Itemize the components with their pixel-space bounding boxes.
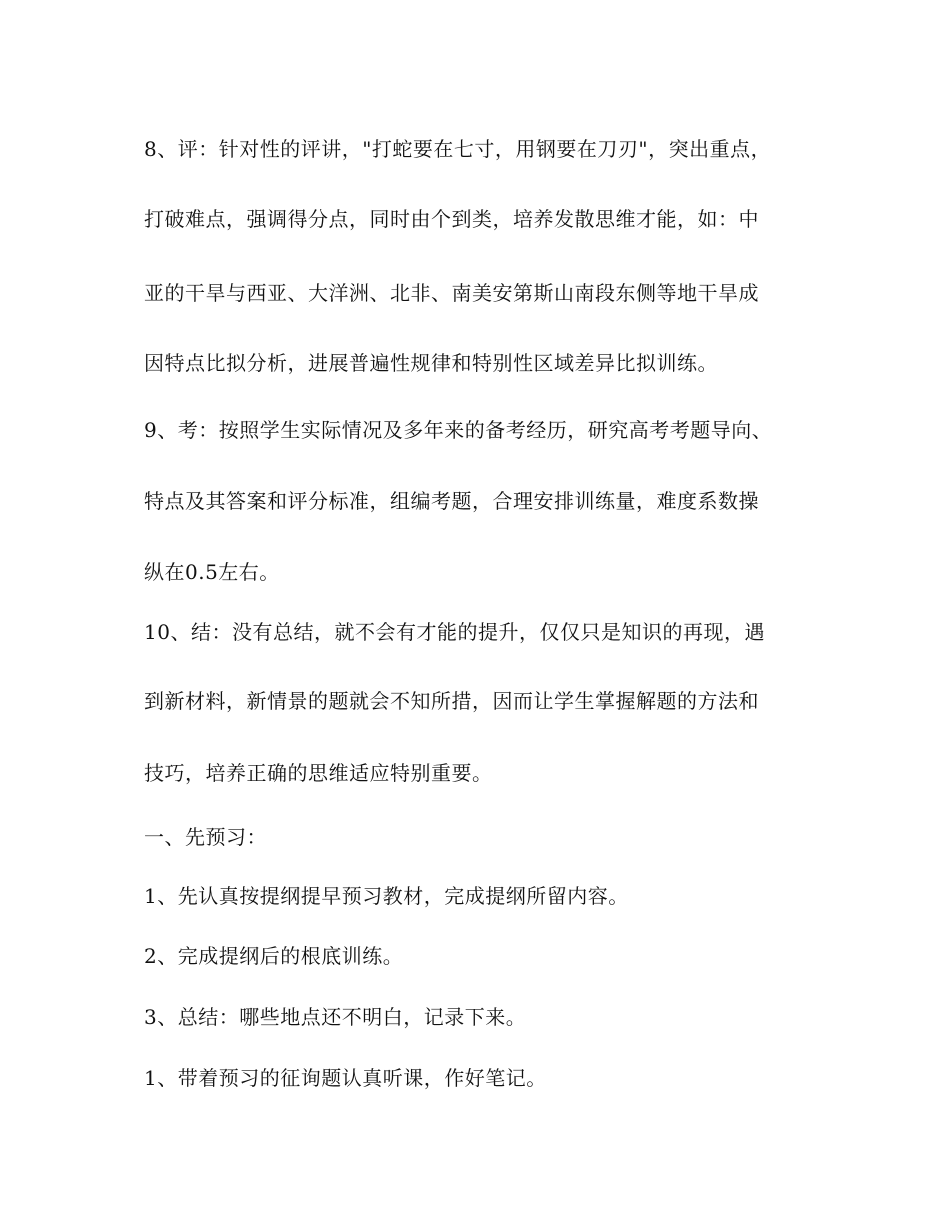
list-item-1: 1、先认真按提纲提早预习教材，完成提纲所留内容。 <box>144 884 629 908</box>
paragraph-9-line-1: 9、考：按照学生实际情况及多年来的备考经历，研究高考考题导向、 <box>144 418 773 442</box>
section-heading-preview: 一、先预习： <box>144 825 267 849</box>
list-item-2: 2、完成提纲后的根底训练。 <box>144 944 404 968</box>
paragraph-10-line-1: 10、结：没有总结，就不会有才能的提升，仅仅只是知识的再现，遇 <box>144 620 765 644</box>
paragraph-8-line-1: 8、评：针对性的评讲，"打蛇要在七寸，用钢要在刀刃"，突出重点， <box>144 137 772 161</box>
list-item-4: 1、带着预习的征询题认真听课，作好笔记。 <box>144 1066 547 1090</box>
paragraph-9-line-3: 纵在0.5左右。 <box>144 560 280 584</box>
paragraph-10-line-2: 到新材料，新情景的题就会不知所措，因而让学生掌握解题的方法和 <box>144 689 759 713</box>
paragraph-8-line-2: 打破难点，强调得分点，同时由个到类，培养发散思维才能，如：中 <box>144 207 759 231</box>
list-item-3: 3、总结：哪些地点还不明白，记录下来。 <box>144 1005 527 1029</box>
paragraph-8-line-3: 亚的干旱与西亚、大洋洲、北非、南美安第斯山南段东侧等地干旱成 <box>144 281 759 305</box>
paragraph-10-line-3: 技巧，培养正确的思维适应特别重要。 <box>144 761 493 785</box>
paragraph-9-line-2: 特点及其答案和评分标准，组编考题，合理安排训练量，难度系数操 <box>144 489 759 513</box>
paragraph-8-line-4: 因特点比拟分析，进展普遍性规律和特别性区域差异比拟训练。 <box>144 351 718 375</box>
